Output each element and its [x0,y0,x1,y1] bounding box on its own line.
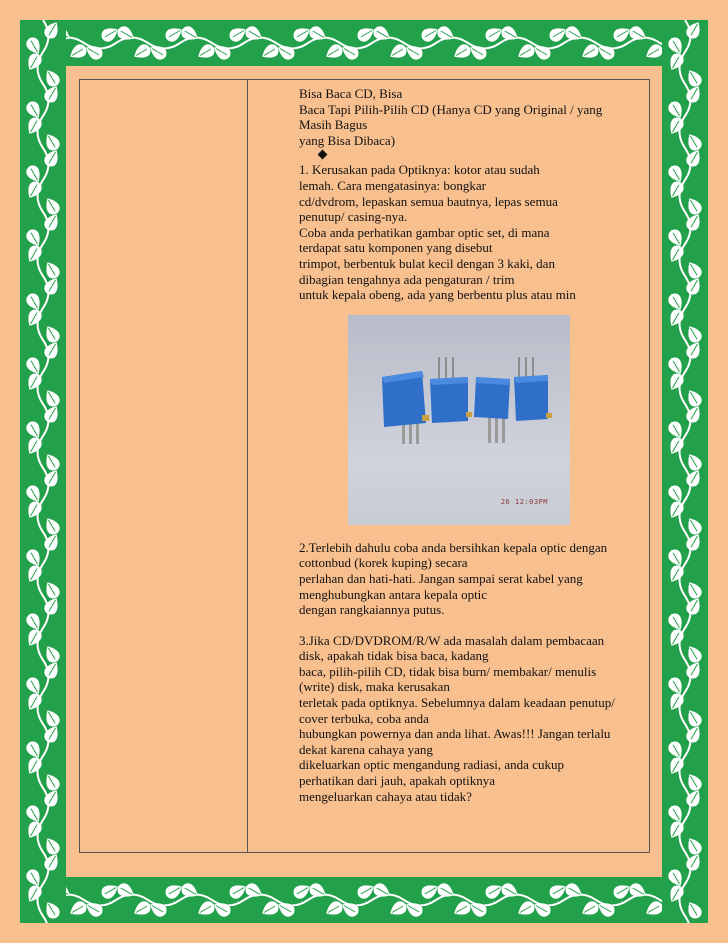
photo-timestamp: 26 12:03PM [500,498,548,507]
trimpot-3 [474,377,510,443]
bullet-diamond-icon [318,150,328,160]
trimpot-components-image [348,315,570,525]
trimpot-2 [430,357,472,423]
leaf-vine-pattern-right [662,20,708,923]
leaf-vine-pattern-left [20,20,66,923]
decorative-border-top [20,20,708,66]
intro-text: Bisa Baca CD, Bisa Baca Tapi Pilih-Pilih CD (Hanya CD yang Original / yang Masih Bagus yang Bisa Dibaca) [299,86,603,148]
table-content-cell [299,86,649,804]
step-1-text: 1. Kerusakan pada Optiknya: kotor atau sudah lemah. Cara mengatasinya: bongkar cd/dvdrom, lepaskan semua bautnya, lepas semua penutup/ casing-nya. Coba anda perhatikan gambar optic set, di mana terdapat satu komponen yang disebut trimpot, berbentuk bulat kecil dengan 3 kaki, dan dibagian tengahnya ada pengaturan / trim untuk kepala obeng, ada yang berbentu plus atau min [299,162,576,303]
decorative-border-right [662,20,708,923]
leaf-vine-pattern-bottom [20,877,708,923]
decorative-border-left [20,20,66,923]
table-column-divider [247,80,248,852]
step-3-text: 3.Jika CD/DVDROM/R/W ada masalah dalam pembacaan disk, apakah tidak bisa baca, kadang baca, pilih-pilih CD, tidak bisa burn/ membakar/ menulis (write) disk, maka kerusakan terletak pada optiknya. Sebelumnya dalam keadaan penutup/ cover terbuka, coba anda hubungkan powernya dan anda lihat. Awas!!! Jangan terlalu dekat karena cahaya yang dikeluarkan optic mengandung radiasi, anda cukup perhatikan dari jauh, apakah optiknya mengeluarkan cahaya atau tidak? [299,632,615,804]
leaf-vine-pattern-top [20,20,708,66]
decorative-border-bottom [20,877,708,923]
bullet-item [316,148,649,162]
trimpot-4 [514,357,552,421]
trimpot-1 [382,371,429,444]
trimpot-photo [348,315,570,525]
step-2-text: 2.Terlebih dahulu coba anda bersihkan kepala optic dengan cottonbud (korek kuping) secara perlahan dan hati-hati. Jangan sampai serat kabel yang menghubungkan antara kepala optic dengan rangkaiannya putus. [299,539,608,618]
content-table [79,79,650,853]
